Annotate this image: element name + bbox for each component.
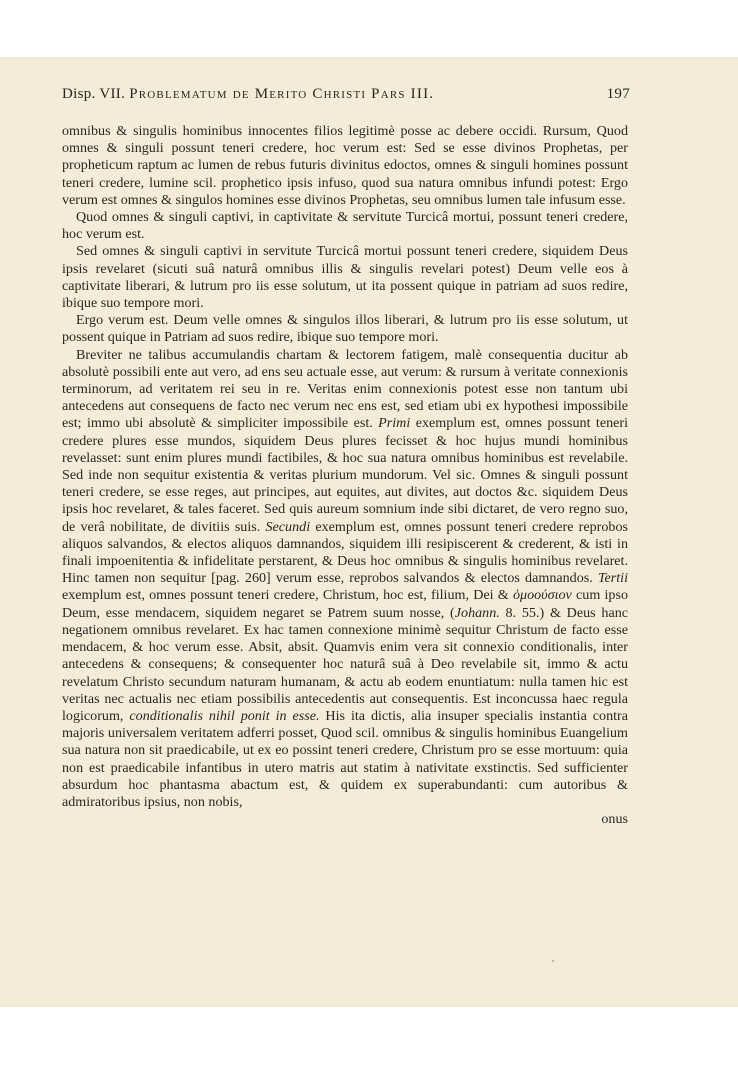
page-number: 197: [606, 86, 630, 102]
paragraph: [62, 209, 628, 243]
text-segment: Ergo verum est. Deum velle omnes & singulos illos liberari, & lutrum pro iis esse solutum, ut possent quique in Patriam ad suos redire, ibique suo tempore mori.: [62, 312, 628, 346]
paragraph: [62, 312, 628, 346]
text-segment: Quod omnes & singuli captivi, in captivitate & servitute Turcicâ mortui, possunt teneri credere, hoc verum est.: [62, 209, 628, 243]
paragraph: [62, 123, 628, 209]
paragraph: [62, 347, 628, 811]
text-segment: His ita dictis, alia insuper specialis instantia contra majoris universalem veritatem adferri posset, Quod scil. omnibus & singulis hominibus Euangelium sua natura non sit praedicabile, ut ex eo possint teneri credere, Christum pro se esse mortuum: quia non est praedicabile infantibus in utero matris aut statim à nativitate exstinctis. Sed sufficienter absurdum hoc phantasma abactum est, & quidem ex superabundanti: cum autoribus & admiratoribus ipsius, non nobis,: [62, 707, 628, 810]
text-segment: omnibus & singulis hominibus innocentes filios legitimè posse ac debere occidi. Rursum, Quod omnes & singuli possunt teneri credere, hoc verum est: Sed se esse divinos Prophetas, per propheticum raptum ac lumen de rebus futuris divinitus edoctos, omnes & singuli homines possunt teneri credere, lumine scil. prophetico ipsis infuso, quod sua natura omnibus infundi potest: Ergo verum est omnes & singulos homines esse divinos Prophetas, seu omnibus lumen tale infusum esse.: [62, 123, 628, 208]
italic-text: Primi: [378, 415, 411, 432]
running-title-disp: Disp. VII.: [62, 86, 126, 102]
running-title-rest: Problematum de Merito Christi Pars III.: [129, 86, 435, 102]
catchword: onus: [601, 811, 628, 828]
text-segment: 8. 55.) & Deus hanc negationem omnibus revelaret. Ex hac tamen connexione minimè sequitur Christum de facto esse mendacem, & hoc verum esse. Absit, absit. Quamvis enim vera sit connexio conditionalis, inter antecedens & consequens; & consequenter hoc naturâ suâ à Deo revelabile sit, immo & actu revelatum Christo secundum naturam humanam, & actu ab eodem enuntiatum: nulla tamen hic est veritas nec actualis nec etiam possibilis antecedentis aut consequentis. Est inconcussa haec regula logicorum,: [62, 604, 629, 724]
text-segment: exemplum est, omnes possunt teneri credere, Christum, hoc est, filium, Dei &: [62, 587, 513, 604]
text-segment: Sed omnes & singuli captivi in servitute Turcicâ mortui possunt teneri credere, siquidem Deus ipsis revelaret (sicuti suâ naturâ omnibus illis & singulis revelari potest) Deum velle eos à captivitate liberari, & lutrum pro iis esse solutum, ut ita possent quique in patriam ad suos redire, ibique suo tempore mori.: [62, 243, 628, 312]
body-text: [62, 123, 628, 828]
italic-text: Johann.: [454, 604, 500, 621]
paper-speck: [552, 960, 554, 962]
italic-text: Secundi: [265, 518, 311, 535]
italic-text: conditionalis nihil ponit in esse.: [129, 707, 320, 724]
text-segment: exemplum est, omnes possunt teneri credere reprobos aliquos salvandos, & electos aliquos damnandos, siquidem illi resipiscerent & crederent, & isti in finali impoenitentia & infidelitate perstarent, & Deus hoc omnibus & singulis hominibus revelaret. Hinc tamen non sequitur [pag. 260] verum esse, reprobos salvandos & electos damnandos.: [62, 518, 628, 587]
text-segment: exemplum est, omnes possunt teneri credere plures esse mundos, siquidem Deus plures fecisset & hoc hujus mundi hominibus revelasset: sunt enim plures mundi factibiles, & hoc sua natura omnibus hominibus est revelabile. Sed inde non sequitur existentia & veritas plurium mundorum. Vel sic. Omnes & singuli possunt teneri credere, se esse reges, aut principes, aut equites, aut divites, aut doctos &c. siquidem Deus ipsis hoc revelaret, & tales faceret. Sed quis aureum somnium inde sibi dictaret, de vero regno suo, de verâ nobilitate, de divitiis suis.: [62, 415, 628, 535]
italic-text: Tertii: [597, 570, 628, 587]
text-segment: Breviter ne talibus accumulandis chartam & lectorem fatigem, malè consequentia ducitur ab absolutè possibili ente aut vero, ad ens seu actuale esse, aut verum: & rursum à veritate connexionis terminorum, ad veritatem rei seu in re. Veritas enim connexionis potest esse non tantum ubi antecedens aut consequens de facto nec verum nec ens est, sed etiam ubi ex hypothesi impossibile est; immo ubi absolutè & simpliciter impossibile est.: [62, 346, 628, 432]
italic-text: ὁμοούσιον: [512, 587, 572, 604]
paragraph: [62, 243, 628, 312]
book-page: [0, 57, 738, 1007]
text-segment: cum ipso Deum, esse mendacem, siquidem negaret se Patrem suum nosse, (: [62, 587, 628, 621]
running-title: [62, 86, 434, 103]
